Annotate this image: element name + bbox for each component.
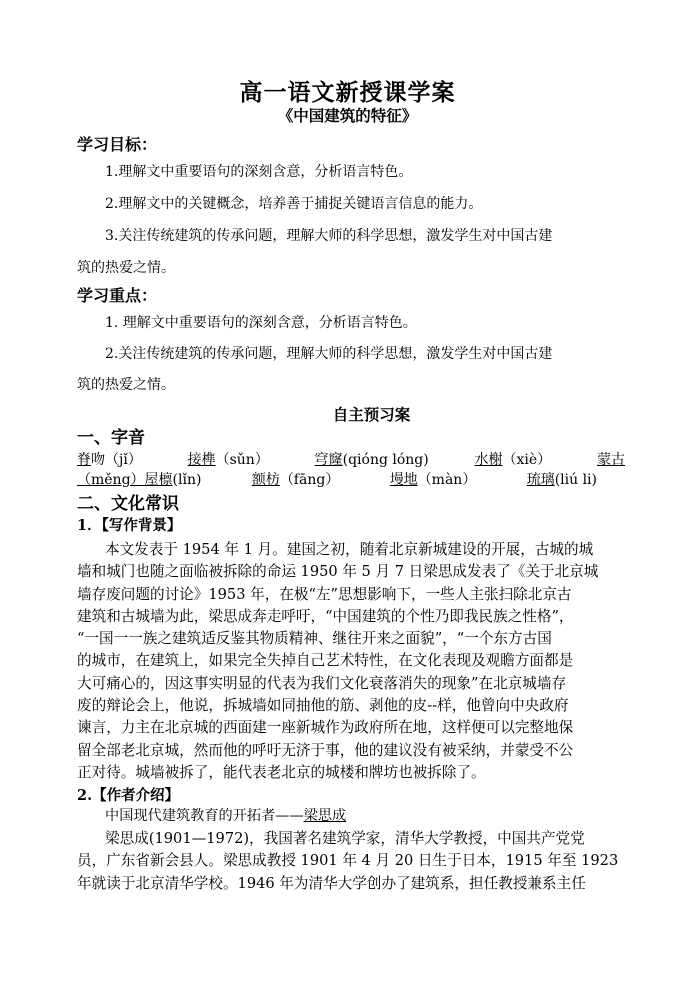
keypoint-item: 筑的热爱之情。 [77, 377, 175, 393]
pronunciation-item: 蒙古 [596, 452, 625, 468]
pronunciation-heading: 一、字音 [77, 428, 145, 448]
paragraph-line: 梁思成(1901—1972)，我国著名建筑学家，清华大学教授，中国共产党党 [105, 830, 585, 847]
paragraph-line: 的城市，在建筑上，如果完全失掉自己艺术特性，在文化表现及观瞻方面都是 [77, 652, 574, 670]
goal-item: 筑的热爱之情。 [77, 260, 175, 276]
pronunciation-item: 墁地（màn） [389, 472, 477, 488]
keypoint-item: 2.关注传统建筑的传承问题，理解大师的科学思想，激发学生对中国古建 [105, 346, 553, 362]
pronunciation-item: 水榭（xiè） [474, 452, 552, 468]
paragraph-line: 建筑和古城墙为此，梁思成奔走呼吁，“中国建筑的个性乃即我民族之性格”， [77, 607, 574, 625]
paragraph-line: 大可痛心的，因这事实明显的代表为我们文化衰落消失的现象”在北京城墙存 [77, 674, 567, 692]
paragraph-line: 墙存废问题的讨论》1953 年，在极“左”思想影响下，一些人主张扫除北京古 [77, 585, 572, 603]
paragraph-line: 本文发表于 1954 年 1 月。建国之初，随着北京新城建设的开展，古城的城 [105, 541, 594, 558]
pronunciation-item: 脊吻（jǐ） [77, 452, 142, 468]
paragraph-line: 年就读于北京清华学校。1946 年为清华大学创办了建筑系，担任教授兼系主任 [77, 874, 586, 892]
background-heading: 1．【写作背景】 [77, 517, 182, 534]
paragraph-line: 墙和城门也随之面临被拆除的命运 1950 年 5 月 7 日梁思成发表了《关于北京城 [77, 563, 599, 581]
goal-item: 2.理解文中的关键概念，培养善于捕捉关键语言信息的能力。 [105, 196, 483, 212]
pronunciation-item: 穹窿(qióng lóng) [314, 452, 429, 468]
keypoints-heading: 学习重点： [77, 286, 158, 305]
page-title: 高一语文新授课学案 [239, 79, 456, 106]
pronunciation-item: （měng）屋檩(lǐn) [77, 472, 202, 488]
paragraph-line: 谏言，力主在北京城的西面建一座新城作为政府所在地，这样便可以完整地保 [77, 719, 574, 737]
author-paragraph [77, 828, 625, 895]
goal-item: 1.理解文中重要语句的深刻含意，分析语言特色。 [105, 164, 413, 180]
culture-heading: 二、文化常识 [77, 494, 179, 514]
paragraph-line: 正对待。城墙被拆了，能代表老北京的城楼和牌坊也被拆除了。 [77, 763, 486, 781]
pronunciation-item: 额枋（fāng） [251, 472, 340, 488]
pronunciation-item: 接榫（sǔn） [187, 452, 269, 468]
background-paragraph [77, 539, 625, 784]
paragraph-line: 废的辩论会上，他说，拆城墙如同抽他的筋、剥他的皮--样，他曾向中央政府 [77, 697, 569, 715]
pronunciation-row [77, 450, 625, 470]
author-intro-prefix: 中国现代建筑教育的开拓者—— [105, 808, 304, 824]
paragraph-line: 留全部老北京城，然而他的呼吁无济于事，他的建议没有被采纳，并蒙受不公 [77, 741, 574, 759]
pronunciation-item: 琉璃(liú li) [526, 472, 597, 488]
keypoint-item: 1. 理解文中重要语句的深刻含意，分析语言特色。 [105, 315, 417, 331]
page-subtitle: 《中国建筑的特征》 [277, 106, 418, 125]
goals-heading: 学习目标： [77, 135, 158, 154]
paragraph-line: 员，广东省新会县人。梁思成教授 1901 年 4 月 20 日生于日本，1915 年至 1923 [77, 852, 619, 870]
author-heading: 2.【作者介绍】 [77, 787, 180, 804]
author-name: 梁思成 [303, 808, 347, 824]
pronunciation-row [77, 470, 597, 490]
preview-heading: 自主预习案 [332, 405, 411, 424]
goal-item: 3.关注传统建筑的传承问题，理解大师的科学思想，激发学生对中国古建 [105, 228, 553, 244]
paragraph-line: “一国一一族之建筑适反鉴其物质精神、继往开来之面貌”，“一个东方古国 [77, 630, 552, 648]
author-intro [77, 806, 651, 826]
